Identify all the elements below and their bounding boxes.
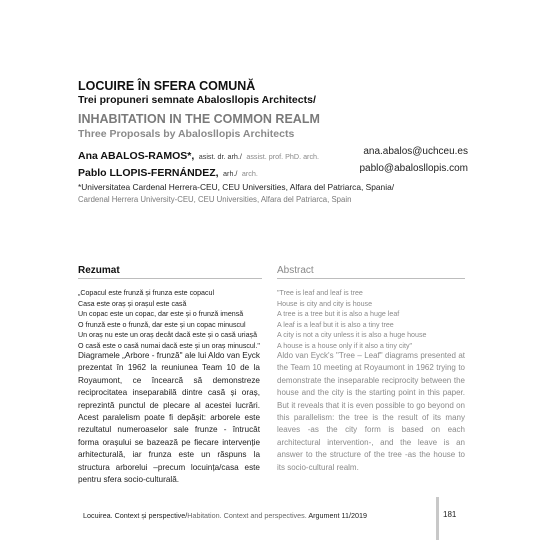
- page-number: 181: [443, 510, 457, 519]
- rezumat-text: Diagramele „Arbore - frunză" ale lui Aldo van Eyck prezentat în 1962 la reuniunea Team 10 de la Royaumont, ce încearcă să demonstreze reciprocitatea inseparabilă dintre casă și oraș, reprezintă punctul de plecare al acestei lucrări. Acest paralelism poate fi depășit: arborele este rezultatul numeroaselor sale frunze - întrucât forma orașului se bazează pe fiecare intervenție arhitecturală, iar frunza este un răspuns la structura arborelui –precum locuința/casa este pentru sfera socio-culturală.: [78, 351, 260, 485]
- poem-line: "Tree is leaf and leaf is tree: [277, 289, 363, 297]
- author-role-ro: asist. dr. arh./: [198, 152, 242, 161]
- affiliation-en: Cardenal Herrera University-CEU, CEU Universities, Alfara del Patriarca, Spain: [78, 195, 352, 204]
- rezumat-poem: [78, 288, 260, 351]
- poem-line: O casă este o casă numai dacă este și un oraș minuscul.": [78, 341, 260, 350]
- rezumat-heading: Rezumat: [78, 265, 120, 276]
- subtitle-ro: Trei propuneri semnate Abalosllopis Architects/: [78, 94, 316, 106]
- author-role-en: assist. prof. PhD. arch.: [246, 152, 320, 161]
- poem-line: „Copacul este frunză și frunza este copacul: [78, 289, 215, 297]
- page-footer: [83, 511, 367, 520]
- author-email[interactable]: pablo@abalosllopis.com: [359, 163, 468, 174]
- poem-line: A leaf is a leaf but it is also a tiny tree: [277, 320, 394, 329]
- rezumat-rule: [78, 278, 262, 279]
- abstract-text: Aldo van Eyck's "Tree – Leaf" diagrams presented at the Team 10 meeting at Royaumont in 1962 trying to demonstrate the inseparable reciprocity between the house and the city is the starting point in this paper. But it reveals that it is even possible to go beyond on this parallelism: the tree is the result of its many leaves -as the city form is based on each architectural intervention-, and the leave is an answer to the structure of the tree -as the house to its socio-cultural realm.: [277, 351, 465, 472]
- affiliation-ro: *Universitatea Cardenal Herrera-CEU, CEU Universities, Alfara del Patriarca, Spania/: [78, 182, 395, 192]
- author-row: [78, 146, 468, 160]
- poem-line: House is city and city is house: [277, 299, 373, 308]
- author-role-en: arch.: [241, 169, 258, 178]
- author-name: Pablo LLOPIS-FERNÁNDEZ,: [78, 167, 219, 179]
- poem-line: Casa este oraș și orașul este casă: [78, 299, 187, 308]
- author-role-ro: arh./: [223, 169, 238, 178]
- abstract-heading: Abstract: [277, 265, 314, 276]
- poem-line: A tree is a tree but it is also a huge leaf: [277, 310, 400, 318]
- author-name: Ana ABALOS-RAMOS*,: [78, 150, 195, 162]
- abstract-rule: [277, 278, 465, 279]
- page-tab: [436, 497, 439, 540]
- poem-line: O frunză este o frunză, dar este și un copac minuscul: [78, 320, 246, 329]
- author-row: [78, 163, 468, 177]
- author-email[interactable]: ana.abalos@uchceu.es: [363, 146, 468, 157]
- poem-line: Un oraș nu este un oraș decât dacă este și o casă uriașă: [78, 331, 258, 339]
- footer-en: Habitation. Context and perspectives.: [187, 511, 307, 520]
- footer-journal: Argument 11/2019: [306, 511, 367, 520]
- abstract-poem: [277, 288, 426, 351]
- title-en: INHABITATION IN THE COMMON REALM: [78, 112, 320, 126]
- poem-line: Un copac este un copac, dar este și o frunză imensă: [78, 310, 244, 318]
- title-ro: LOCUIRE ÎN SFERA COMUNĂ: [78, 79, 256, 93]
- subtitle-en: Three Proposals by Abalosllopis Architects: [78, 128, 295, 140]
- footer-ro: Locuirea. Context și perspective/: [83, 511, 188, 520]
- poem-line: A house is a house only if it also a tiny city": [277, 341, 413, 350]
- poem-line: A city is not a city unless it is also a huge house: [277, 331, 427, 339]
